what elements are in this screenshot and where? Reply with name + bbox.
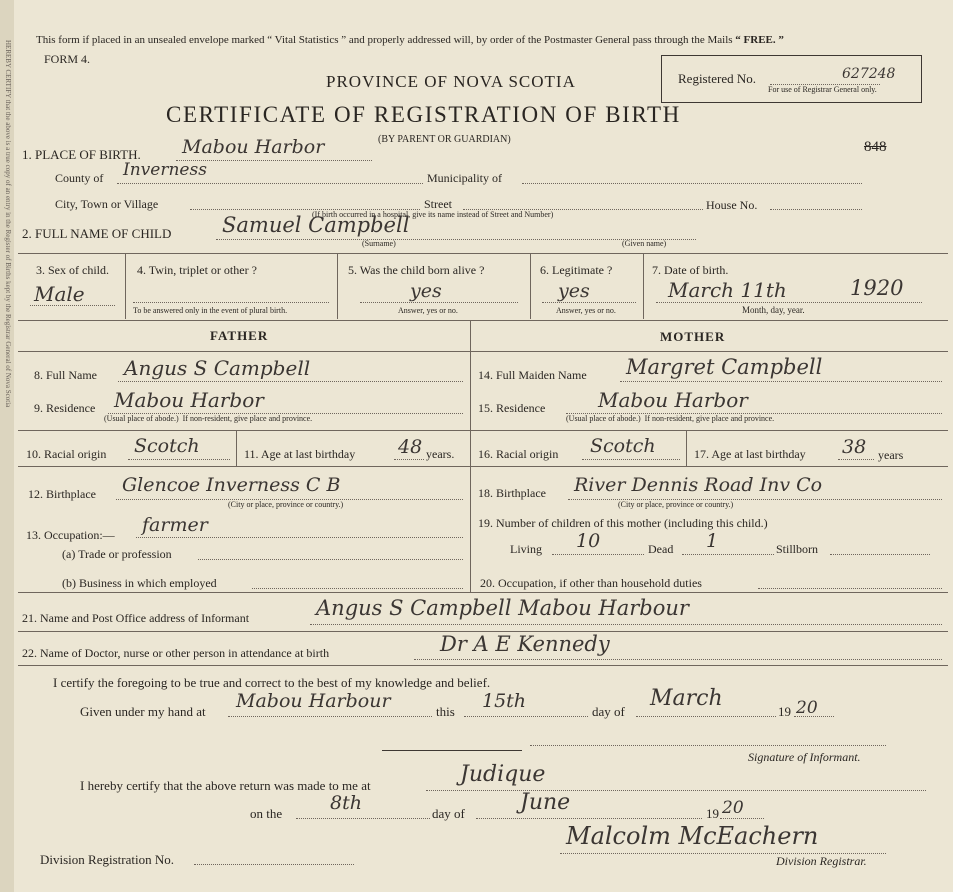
divider-4-5 (337, 253, 338, 319)
father-racial-line (128, 459, 230, 460)
mother-racial-value: Scotch (590, 435, 656, 457)
dead-value: 1 (706, 530, 719, 552)
county-value: Inverness (123, 160, 207, 180)
registrar-signature: Malcolm McEachern (566, 822, 819, 850)
father-occupation-label: 13. Occupation:— (26, 528, 115, 542)
rule-top-parents (18, 320, 948, 321)
registrar-statement: I hereby certify that the above return was made to me at (80, 778, 371, 793)
form-number: FORM 4. (44, 52, 91, 66)
twin-line (133, 302, 329, 303)
legitimate-note: Answer, yes or no. (556, 306, 616, 315)
mother-years: years (878, 448, 904, 462)
given-year-prefix: 19 (778, 704, 791, 719)
surname-note: (Surname) (362, 239, 396, 248)
registrar-use-note: For use of Registrar General only. (768, 85, 877, 94)
given-place-value: Mabou Harbour (236, 690, 391, 712)
mother-heading: MOTHER (660, 329, 726, 344)
mother-occupation-line (758, 588, 942, 589)
father-birthplace-value: Glencoe Inverness C B (122, 474, 341, 496)
mother-age-label: 17. Age at last birthday (694, 447, 806, 461)
given-month-line (636, 716, 776, 717)
registrar-month-line (476, 818, 702, 819)
mother-abode-text: (Usual place of abode.) (566, 414, 641, 423)
father-age-label: 11. Age at last birthday (244, 447, 356, 461)
father-abode-text: (Usual place of abode.) (104, 414, 179, 423)
registered-value: 627248 (842, 66, 896, 82)
notice-end: and properly addressed will, by order of the Postmaster General pass through the Mails (348, 34, 733, 46)
sex-label: 3. Sex of child. (36, 263, 109, 277)
father-racial-label: 10. Racial origin (26, 447, 107, 461)
divider-3-4 (125, 253, 126, 319)
city-label: City, Town or Village (55, 197, 159, 211)
divider-6-7 (643, 253, 644, 319)
divider-5-6 (530, 253, 531, 319)
given-day-value: 15th (482, 690, 527, 712)
father-years: years. (426, 447, 455, 461)
registrar-day-line (296, 818, 430, 819)
hospital-note: (If birth occurred in a hospital, give its name instead of Street and Number) (312, 210, 554, 219)
legitimate-label: 6. Legitimate ? (540, 263, 613, 277)
rule-informant-top (18, 592, 948, 593)
father-birthplace-label: 12. Birthplace (28, 487, 96, 501)
mother-abode-note (566, 415, 774, 423)
date-of-birth-line (656, 302, 922, 303)
father-name-value: Angus S Campbell (124, 356, 311, 380)
given-day-line (464, 716, 588, 717)
given-place-line (228, 716, 432, 717)
rule-top-row3 (18, 253, 948, 254)
children-count-label: 19. Number of children of this mother (including this child.) (478, 516, 768, 530)
doctor-value: Dr A E Kennedy (440, 632, 610, 656)
mother-racial-age-divider (686, 430, 687, 466)
informant-value: Angus S Campbell Mabou Harbour (316, 596, 689, 620)
twin-label: 4. Twin, triplet or other ? (137, 263, 257, 277)
mother-birthplace-value: River Dennis Road Inv Co (574, 474, 823, 496)
struck-number: 848 (864, 139, 887, 155)
date-of-birth-value: March 11th (668, 278, 787, 302)
living-label: Living (510, 542, 542, 556)
house-label: House No. (706, 198, 758, 212)
by-parent-note: (BY PARENT OR GUARDIAN) (378, 134, 511, 145)
informant-label: 21. Name and Post Office address of Informant (22, 611, 250, 625)
father-age-value: 48 (398, 436, 423, 458)
registered-label: Registered No. (678, 71, 756, 86)
mother-age-value: 38 (842, 436, 867, 458)
year-of-birth-value: 1920 (850, 276, 904, 300)
rule-racial-bottom (18, 466, 948, 467)
notice-start: This form if placed in an unsealed envelope marked (36, 34, 265, 46)
child-name-label: 2. FULL NAME OF CHILD (22, 226, 172, 241)
mother-residence-label: 15. Residence (478, 401, 546, 415)
dead-label: Dead (648, 542, 674, 556)
rule-racial-top (18, 430, 948, 431)
rule-under-headings (18, 351, 948, 352)
born-alive-value: yes (410, 280, 442, 302)
born-alive-line (360, 302, 518, 303)
father-racial-value: Scotch (134, 435, 200, 457)
trade-label: (a) Trade or profession (62, 547, 172, 561)
notice-free: “ FREE. ” (735, 34, 784, 46)
province-heading: PROVINCE OF NOVA SCOTIA (326, 72, 576, 91)
mother-racial-label: 16. Racial origin (478, 447, 559, 461)
place-of-birth-value: Mabou Harbor (182, 136, 325, 158)
father-name-label: 8. Full Name (34, 368, 97, 382)
registrar-place-value: Judique (460, 762, 546, 787)
dead-line (682, 554, 774, 555)
registrar-day-value: 8th (330, 792, 362, 814)
given-name-note: (Given name) (622, 239, 667, 248)
father-mother-divider (470, 320, 471, 592)
mother-residence-value: Mabou Harbor (598, 388, 748, 412)
informant-signature-label: Signature of Informant. (748, 750, 861, 764)
given-day-of-label: day of (592, 704, 625, 719)
father-residence-value: Mabou Harbor (114, 388, 264, 412)
mother-name-value: Margret Campbell (626, 355, 823, 379)
registrar-year-value: 20 (722, 798, 744, 818)
father-heading: FATHER (210, 328, 269, 343)
mother-occupation-label: 20. Occupation, if other than household duties (480, 576, 702, 590)
certificate-title: CERTIFICATE OF REGISTRATION OF BIRTH (166, 102, 681, 127)
registrar-year-line (720, 818, 764, 819)
registrar-day-of-label: day of (432, 806, 465, 821)
doctor-label: 22. Name of Doctor, nurse or other person in attendance at birth (22, 646, 330, 660)
on-the-label: on the (250, 806, 283, 821)
mother-birthplace-note: (City or place, province or country.) (618, 500, 734, 509)
registrar-place-line (426, 790, 926, 791)
this-label: this (436, 704, 455, 719)
father-birthplace-note: (City or place, province or country.) (228, 500, 344, 509)
side-margin-text-wrap (2, 40, 12, 880)
born-alive-note: Answer, yes or no. (398, 306, 458, 315)
given-year-value: 20 (796, 698, 818, 718)
certify-statement: I certify the foregoing to be true and correct to the best of my knowledge and belief. (53, 675, 491, 690)
county-label: County of (55, 171, 104, 185)
informant-line (310, 624, 942, 625)
county-line (117, 183, 423, 184)
given-year-line (794, 716, 834, 717)
registrar-month-value: June (520, 790, 571, 815)
mother-nonres-text: If non-resident, give place and province. (644, 414, 775, 423)
division-no-label: Division Registration No. (40, 852, 174, 867)
side-margin-text: HEREBY CERTIFY that the above is a true copy of an entry in the Register of Births kept by the Registrar General of Nova Scotia (4, 40, 12, 408)
house-line (770, 209, 862, 210)
date-of-birth-label: 7. Date of birth. (652, 263, 729, 277)
division-registrar-label: Division Registrar. (776, 854, 867, 868)
informant-signature-line (530, 745, 886, 746)
father-residence-label: 9. Residence (34, 401, 96, 415)
place-of-birth-label: 1. PLACE OF BIRTH. (22, 147, 141, 162)
father-occupation-line (136, 537, 463, 538)
given-month-value: March (650, 686, 723, 711)
doctor-line (414, 659, 942, 660)
father-name-line (118, 381, 463, 382)
father-age-line (394, 459, 424, 460)
municipality-line (522, 183, 862, 184)
stillborn-line (830, 554, 930, 555)
mother-age-line (838, 459, 874, 460)
mother-racial-line (582, 459, 680, 460)
notice-vital: “ Vital Statistics ” (267, 34, 347, 46)
born-alive-label: 5. Was the child born alive ? (348, 263, 485, 277)
short-rule (382, 750, 522, 751)
stillborn-label: Stillborn (776, 542, 819, 556)
mother-name-line (620, 381, 942, 382)
sex-line (30, 305, 115, 306)
municipality-label: Municipality of (427, 171, 502, 185)
sex-value: Male (34, 282, 85, 306)
rule-certify-top (18, 665, 948, 666)
registrar-year-prefix: 19 (706, 806, 719, 821)
mail-notice (36, 35, 784, 46)
given-under-label: Given under my hand at (80, 704, 206, 719)
mother-birthplace-label: 18. Birthplace (478, 486, 546, 500)
legitimate-line (542, 302, 636, 303)
date-of-birth-note: Month, day, year. (742, 305, 805, 315)
legitimate-value: yes (558, 280, 590, 302)
father-racial-age-divider (236, 430, 237, 466)
business-line (252, 588, 463, 589)
father-abode-note (104, 415, 312, 423)
division-no-line (194, 864, 354, 865)
trade-line (198, 559, 463, 560)
child-name-value: Samuel Campbell (222, 213, 410, 237)
father-nonres-text: If non-resident, give place and province. (182, 414, 313, 423)
street-label: Street (424, 197, 452, 211)
living-value: 10 (576, 530, 601, 552)
twin-note: To be answered only in the event of plural birth. (133, 306, 288, 315)
father-occupation-value: farmer (142, 514, 208, 536)
business-label: (b) Business in which employed (62, 576, 217, 590)
mother-name-label: 14. Full Maiden Name (478, 368, 587, 382)
living-line (552, 554, 644, 555)
